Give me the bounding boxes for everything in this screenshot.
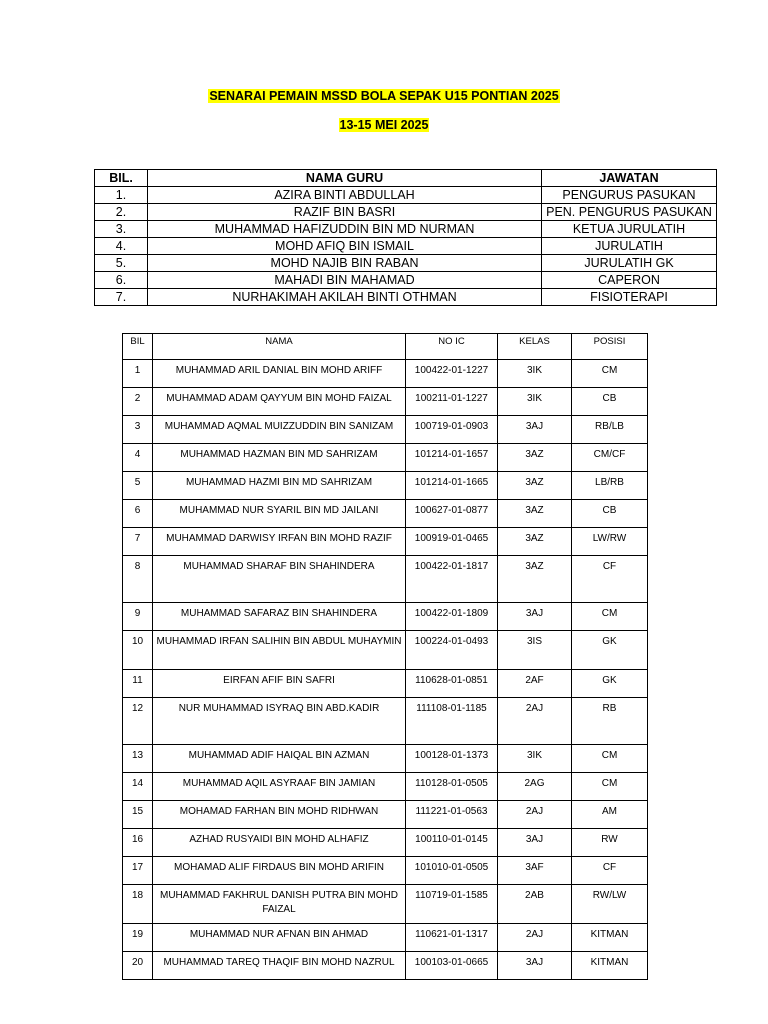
player-ic-cell: 110628-01-0851 — [406, 670, 498, 698]
player-ic-cell: 100110-01-0145 — [406, 829, 498, 857]
table-row — [123, 829, 648, 857]
player-ic-cell: 110719-01-1585 — [406, 885, 498, 924]
staff-position-cell: JURULATIH — [542, 238, 717, 255]
player-bil-cell: 14 — [123, 773, 153, 801]
player-position-cell: CM — [572, 745, 648, 773]
staff-bil-cell: 6. — [95, 272, 148, 289]
player-class-cell: 2AJ — [498, 698, 572, 745]
player-name-cell: MUHAMMAD AQMAL MUIZZUDDIN BIN SANIZAM — [153, 416, 406, 444]
player-position-cell: RB — [572, 698, 648, 745]
player-name-cell: AZHAD RUSYAIDI BIN MOHD ALHAFIZ — [153, 829, 406, 857]
event-date: 13-15 MEI 2025 — [339, 118, 429, 132]
staff-position-cell: KETUA JURULATIH — [542, 221, 717, 238]
player-ic-cell: 111221-01-0563 — [406, 801, 498, 829]
player-bil-cell: 4 — [123, 444, 153, 472]
player-bil-cell: 6 — [123, 500, 153, 528]
staff-position-cell: PENGURUS PASUKAN — [542, 187, 717, 204]
player-ic-cell: 100627-01-0877 — [406, 500, 498, 528]
staff-name-cell: NURHAKIMAH AKILAH BINTI OTHMAN — [148, 289, 542, 306]
player-name-cell: MUHAMMAD NUR AFNAN BIN AHMAD — [153, 924, 406, 952]
player-bil-cell: 20 — [123, 952, 153, 980]
player-name-cell: MOHAMAD FARHAN BIN MOHD RIDHWAN — [153, 801, 406, 829]
player-ic-cell: 101214-01-1657 — [406, 444, 498, 472]
table-row — [123, 745, 648, 773]
staff-bil-cell: 2. — [95, 204, 148, 221]
player-ic-cell: 100103-01-0665 — [406, 952, 498, 980]
player-class-cell: 3IK — [498, 745, 572, 773]
player-bil-cell: 9 — [123, 603, 153, 631]
player-ic-cell: 101214-01-1665 — [406, 472, 498, 500]
col-header-bil: BIL. — [95, 170, 148, 187]
table-row — [123, 360, 648, 388]
col-header-kelas: KELAS — [498, 334, 572, 360]
player-class-cell: 3AJ — [498, 829, 572, 857]
player-position-cell: RW/LW — [572, 885, 648, 924]
player-class-cell: 3AJ — [498, 952, 572, 980]
staff-name-cell: MUHAMMAD HAFIZUDDIN BIN MD NURMAN — [148, 221, 542, 238]
table-row — [123, 885, 648, 924]
col-header-posisi: POSISI — [572, 334, 648, 360]
player-ic-cell: 111108-01-1185 — [406, 698, 498, 745]
player-ic-cell: 100422-01-1227 — [406, 360, 498, 388]
table-row — [123, 388, 648, 416]
player-position-cell: GK — [572, 670, 648, 698]
player-bil-cell: 15 — [123, 801, 153, 829]
col-header-jawatan: JAWATAN — [542, 170, 717, 187]
player-class-cell: 3AZ — [498, 444, 572, 472]
player-class-cell: 2AJ — [498, 924, 572, 952]
player-bil-cell: 2 — [123, 388, 153, 416]
player-class-cell: 3AZ — [498, 556, 572, 603]
table-row — [123, 670, 648, 698]
player-bil-cell: 19 — [123, 924, 153, 952]
player-ic-cell: 100719-01-0903 — [406, 416, 498, 444]
player-position-cell: CB — [572, 388, 648, 416]
table-row — [123, 952, 648, 980]
player-bil-cell: 7 — [123, 528, 153, 556]
staff-name-cell: RAZIF BIN BASRI — [148, 204, 542, 221]
player-bil-cell: 3 — [123, 416, 153, 444]
player-class-cell: 3IS — [498, 631, 572, 670]
table-row — [95, 187, 717, 204]
player-class-cell: 2AB — [498, 885, 572, 924]
player-position-cell: KITMAN — [572, 952, 648, 980]
player-bil-cell: 11 — [123, 670, 153, 698]
player-position-cell: CF — [572, 556, 648, 603]
player-position-cell: CM — [572, 603, 648, 631]
player-class-cell: 2AJ — [498, 801, 572, 829]
player-bil-cell: 13 — [123, 745, 153, 773]
player-position-cell: GK — [572, 631, 648, 670]
player-class-cell: 3AJ — [498, 416, 572, 444]
player-name-cell: MUHAMMAD SAFARAZ BIN SHAHINDERA — [153, 603, 406, 631]
table-row — [95, 272, 717, 289]
table-row — [123, 444, 648, 472]
players-header-row — [123, 334, 648, 360]
col-header-no-ic: NO IC — [406, 334, 498, 360]
player-ic-cell: 110621-01-1317 — [406, 924, 498, 952]
table-row — [95, 289, 717, 306]
player-bil-cell: 5 — [123, 472, 153, 500]
table-row — [123, 500, 648, 528]
table-row — [123, 472, 648, 500]
player-name-cell: MUHAMMAD IRFAN SALIHIN BIN ABDUL MUHAYMIN — [153, 631, 406, 670]
staff-header-row — [95, 170, 717, 187]
table-row — [95, 221, 717, 238]
col-header-nama-guru: NAMA GURU — [148, 170, 542, 187]
player-name-cell: MOHAMAD ALIF FIRDAUS BIN MOHD ARIFIN — [153, 857, 406, 885]
player-name-cell: NUR MUHAMMAD ISYRAQ BIN ABD.KADIR — [153, 698, 406, 745]
staff-name-cell: MOHD AFIQ BIN ISMAIL — [148, 238, 542, 255]
player-ic-cell: 100211-01-1227 — [406, 388, 498, 416]
staff-bil-cell: 5. — [95, 255, 148, 272]
player-bil-cell: 8 — [123, 556, 153, 603]
player-ic-cell: 100128-01-1373 — [406, 745, 498, 773]
player-class-cell: 3IK — [498, 360, 572, 388]
player-name-cell: MUHAMMAD ADIF HAIQAL BIN AZMAN — [153, 745, 406, 773]
player-bil-cell: 17 — [123, 857, 153, 885]
staff-bil-cell: 7. — [95, 289, 148, 306]
staff-name-cell: MOHD NAJIB BIN RABAN — [148, 255, 542, 272]
player-name-cell: MUHAMMAD SHARAF BIN SHAHINDERA — [153, 556, 406, 603]
table-row — [123, 801, 648, 829]
players-table — [122, 333, 648, 980]
player-position-cell: KITMAN — [572, 924, 648, 952]
player-position-cell: RW — [572, 829, 648, 857]
staff-bil-cell: 4. — [95, 238, 148, 255]
player-ic-cell: 100919-01-0465 — [406, 528, 498, 556]
player-position-cell: LB/RB — [572, 472, 648, 500]
player-name-cell: MUHAMMAD AQIL ASYRAAF BIN JAMIAN — [153, 773, 406, 801]
player-ic-cell: 110128-01-0505 — [406, 773, 498, 801]
document-title: SENARAI PEMAIN MSSD BOLA SEPAK U15 PONTIAN 2025 — [209, 89, 559, 103]
table-row — [123, 857, 648, 885]
player-name-cell: MUHAMMAD NUR SYARIL BIN MD JAILANI — [153, 500, 406, 528]
player-name-cell: MUHAMMAD ADAM QAYYUM BIN MOHD FAIZAL — [153, 388, 406, 416]
player-name-cell: MUHAMMAD TAREQ THAQIF BIN MOHD NAZRUL — [153, 952, 406, 980]
table-row — [95, 238, 717, 255]
player-position-cell: CB — [572, 500, 648, 528]
table-row — [123, 416, 648, 444]
player-class-cell: 3AZ — [498, 528, 572, 556]
table-row — [123, 631, 648, 670]
player-position-cell: LW/RW — [572, 528, 648, 556]
staff-table — [94, 169, 717, 306]
player-name-cell: MUHAMMAD FAKHRUL DANISH PUTRA BIN MOHD FAIZAL — [153, 885, 406, 924]
staff-bil-cell: 3. — [95, 221, 148, 238]
staff-position-cell: JURULATIH GK — [542, 255, 717, 272]
table-row — [123, 773, 648, 801]
player-bil-cell: 1 — [123, 360, 153, 388]
staff-name-cell: AZIRA BINTI ABDULLAH — [148, 187, 542, 204]
table-row — [123, 528, 648, 556]
player-bil-cell: 12 — [123, 698, 153, 745]
table-row — [123, 603, 648, 631]
staff-bil-cell: 1. — [95, 187, 148, 204]
table-row — [123, 698, 648, 745]
staff-position-cell: PEN. PENGURUS PASUKAN — [542, 204, 717, 221]
table-row — [123, 556, 648, 603]
player-bil-cell: 16 — [123, 829, 153, 857]
player-bil-cell: 10 — [123, 631, 153, 670]
player-name-cell: MUHAMMAD ARIL DANIAL BIN MOHD ARIFF — [153, 360, 406, 388]
staff-name-cell: MAHADI BIN MAHAMAD — [148, 272, 542, 289]
player-class-cell: 2AF — [498, 670, 572, 698]
player-ic-cell: 101010-01-0505 — [406, 857, 498, 885]
player-class-cell: 3AF — [498, 857, 572, 885]
player-name-cell: MUHAMMAD HAZMAN BIN MD SAHRIZAM — [153, 444, 406, 472]
player-class-cell: 3AJ — [498, 603, 572, 631]
player-position-cell: AM — [572, 801, 648, 829]
player-bil-cell: 18 — [123, 885, 153, 924]
table-row — [95, 255, 717, 272]
player-class-cell: 3AZ — [498, 472, 572, 500]
player-ic-cell: 100422-01-1817 — [406, 556, 498, 603]
player-position-cell: CM — [572, 360, 648, 388]
player-position-cell: RB/LB — [572, 416, 648, 444]
player-name-cell: EIRFAN AFIF BIN SAFRI — [153, 670, 406, 698]
player-ic-cell: 100224-01-0493 — [406, 631, 498, 670]
player-position-cell: CM — [572, 773, 648, 801]
col-header-bil: BIL — [123, 334, 153, 360]
player-name-cell: MUHAMMAD DARWISY IRFAN BIN MOHD RAZIF — [153, 528, 406, 556]
player-position-cell: CF — [572, 857, 648, 885]
player-ic-cell: 100422-01-1809 — [406, 603, 498, 631]
table-row — [95, 204, 717, 221]
table-row — [123, 924, 648, 952]
player-position-cell: CM/CF — [572, 444, 648, 472]
player-name-cell: MUHAMMAD HAZMI BIN MD SAHRIZAM — [153, 472, 406, 500]
player-class-cell: 3AZ — [498, 500, 572, 528]
col-header-nama: NAMA — [153, 334, 406, 360]
player-class-cell: 2AG — [498, 773, 572, 801]
staff-position-cell: FISIOTERAPI — [542, 289, 717, 306]
staff-position-cell: CAPERON — [542, 272, 717, 289]
player-class-cell: 3IK — [498, 388, 572, 416]
